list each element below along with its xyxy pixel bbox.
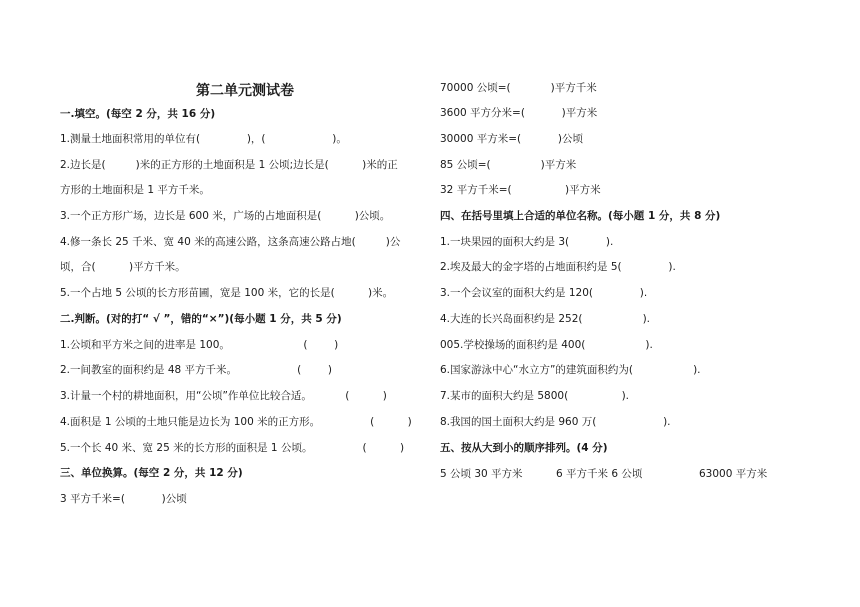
question-line: 1.公顷和平方米之间的进率是 100。 ( ): [60, 339, 339, 351]
question-line: 3.计量一个村的耕地面积，用“公顷”作单位比较合适。 ( ): [60, 390, 387, 402]
section1-heading: 一.填空。(每空 2 分，共 16 分): [60, 108, 216, 120]
section5-heading: 五、按从大到小的顺序排列。(4 分): [440, 442, 608, 454]
question-line: 4.面积是 1 公顷的土地只能是边长为 100 米的正方形。 ( ): [60, 416, 412, 428]
conversion-line: 70000 公顷=( )平方千米: [440, 82, 597, 94]
question-line: 7.某市的面积大约是 5800( ).: [440, 390, 630, 402]
question-line: 005.学校操场的面积约是 400( ).: [440, 339, 653, 351]
question-line: 1.一块果园的面积大约是 3( ).: [440, 236, 614, 248]
question-line: 6.国家游泳中心“水立方”的建筑面积约为( ).: [440, 364, 701, 376]
order-item: 6 平方千米 6 公顷: [556, 468, 643, 480]
question-line: 4.大连的长兴岛面积约是 252( ).: [440, 313, 651, 325]
question-line: 2.一间教室的面积约是 48 平方千米。 ( ): [60, 364, 333, 376]
question-line: 1.测量土地面积常用的单位有( )，( )。: [60, 133, 347, 145]
question-line: 2.边长是( )米的正方形的土地面积是 1 公顷;边长是( )米的正: [60, 159, 398, 171]
question-line: 3 平方千米=( )公顷: [60, 493, 187, 505]
question-line: 3.一个会议室的面积大约是 120( ).: [440, 287, 648, 299]
section2-heading: 二.判断。(对的打“ √ ”，错的“×”)(每小题 1 分，共 5 分): [60, 313, 342, 325]
section3-heading: 三、单位换算。(每空 2 分，共 12 分): [60, 467, 243, 479]
order-item: 5 公顷 30 平方米: [440, 468, 523, 480]
question-line: 4.修一条长 25 千米、宽 40 米的高速公路，这条高速公路占地( )公: [60, 236, 401, 248]
section4-heading: 四、在括号里填上合适的单位名称。(每小题 1 分，共 8 分): [440, 210, 721, 222]
question-line: 顷，合( )平方千米。: [60, 261, 186, 273]
conversion-line: 85 公顷=( )平方米: [440, 159, 577, 171]
conversion-line: 3600 平方分米=( )平方米: [440, 107, 598, 119]
conversion-line: 32 平方千米=( )平方米: [440, 184, 601, 196]
question-line: 8.我国的国土面积大约是 960 万( ).: [440, 416, 671, 428]
page-title: 第二单元测试卷: [196, 83, 294, 99]
question-line: 3.一个正方形广场，边长是 600 米，广场的占地面积是( )公顷。: [60, 210, 391, 222]
question-line: 5.一个占地 5 公顷的长方形苗圃，宽是 100 米，它的长是( )米。: [60, 287, 394, 299]
question-line: 2.埃及最大的金字塔的占地面积约是 5( ).: [440, 261, 676, 273]
order-item: 63000 平方米: [699, 468, 768, 480]
question-line: 方形的土地面积是 1 平方千米。: [60, 184, 210, 196]
conversion-line: 30000 平方米=( )公顷: [440, 133, 583, 145]
question-line: 5.一个长 40 米、宽 25 米的长方形的面积是 1 公顷。 ( ): [60, 442, 405, 454]
